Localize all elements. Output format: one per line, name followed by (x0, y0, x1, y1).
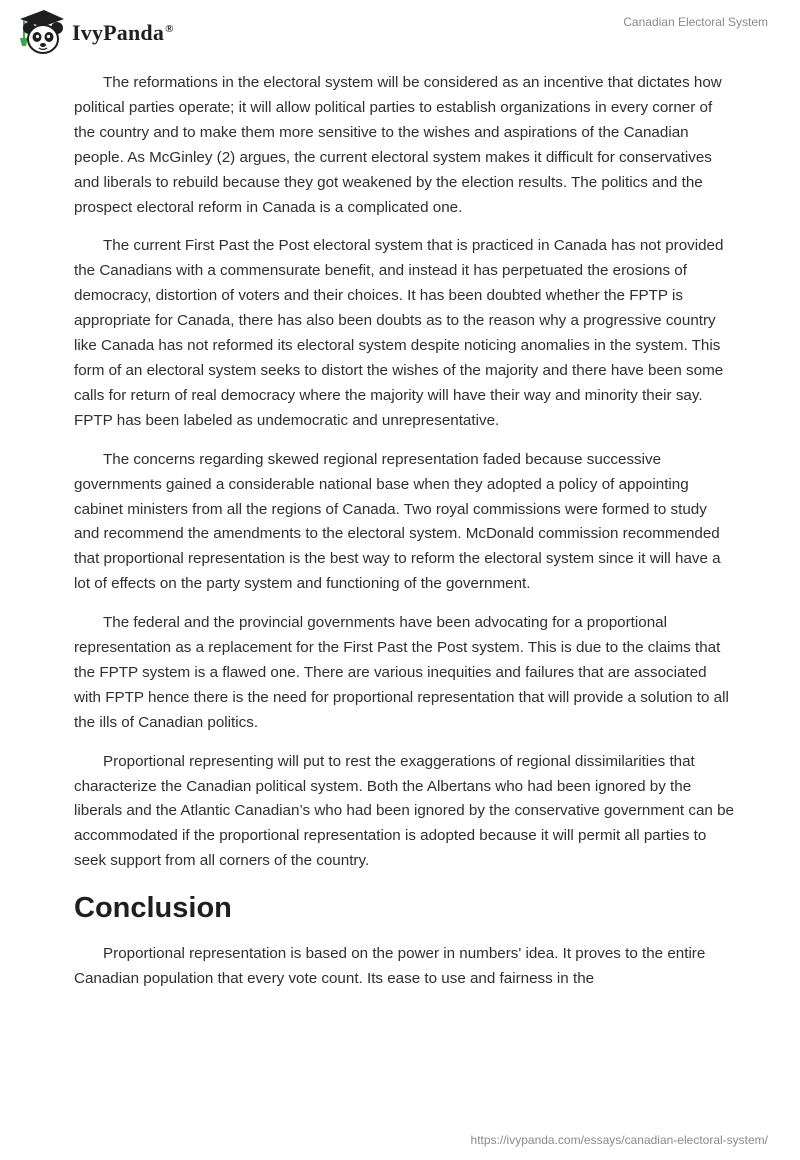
panda-graduation-cap-icon (14, 8, 66, 56)
running-title: Canadian Electoral System (623, 15, 768, 29)
brand-name (72, 20, 174, 46)
essay-paragraph: The current First Past the Post electoral system that is practiced in Canada has not provided the Canadians with a commensurate benefit, and instead it has perpetuated the erosions of democracy, distortion of voters and their choices. It has been doubted whether the FPTP is appropriate for Canada, there has also been doubts as to the reason why a progressive country like Canada has not reformed its electoral system despite noticing anomalies in the system. This form of an electoral system seeks to distort the wishes of the majority and there have been some calls for return of real democracy where the majority will have their way and minority their say. FPTP has been labeled as undemocratic and unrepresentative. (74, 237, 724, 429)
ivypanda-logo[interactable] (14, 8, 174, 56)
brand-text: IvyPanda (72, 20, 165, 45)
conclusion-heading: Conclusion (74, 892, 232, 925)
conclusion-paragraph: Proportional representation is based on the power in numbers' idea. It proves to the entire Canadian population that every vote count. Its ease to use and fairness in the (74, 945, 706, 988)
essay-paragraph: Proportional representing will put to rest the exaggerations of regional dissimilarities that characterize the Canadian political system. Both the Albertans who had been ignored by the liberals and the Atlantic Canadian’s who had been ignored by the conservative government can be accommodated if the proportional representation is adopted because it will permit all parties to seek support from all corners of the country. (74, 752, 734, 870)
essay-paragraph: The concerns regarding skewed regional representation faded because successive governments gained a considerable national base when they adopted a policy of appointing cabinet ministers from all the regions of Canada. Two royal commissions were formed to study and recommend the amendments to the electoral system. McDonald commission recommended that proportional representation is the best way to reform the electoral system since it will have a lot of effects on the party system and functioning of the government. (74, 450, 721, 593)
essay-paragraph: The federal and the provincial governments have been advocating for a proportional representation as a replacement for the First Past the Post system. This is due to the claims that the FPTP system is a flawed one. There are various inequities and failures that are associated with FPTP hence there is the need for proportional representation that will provide a solution to all the ills of Canadian politics. (74, 614, 729, 731)
essay-paragraph: The reformations in the electoral system will be considered as an incentive that dictates how political parties operate; it will allow political parties to establish organizations in every corner of the country and to make them more sensitive to the wishes and aspirations of the Canadian people. As McGinley (2) argues, the current electoral system makes it difficult for conservatives and liberals to rebuild because they got weakened by the election results. The politics and the prospect electoral reform in Canada is a complicated one. (74, 74, 722, 216)
source-url[interactable]: https://ivypanda.com/essays/canadian-electoral-system/ (470, 1133, 768, 1147)
essay-content (74, 71, 734, 1006)
registered-mark: ® (165, 22, 174, 35)
page-header (0, 0, 800, 60)
